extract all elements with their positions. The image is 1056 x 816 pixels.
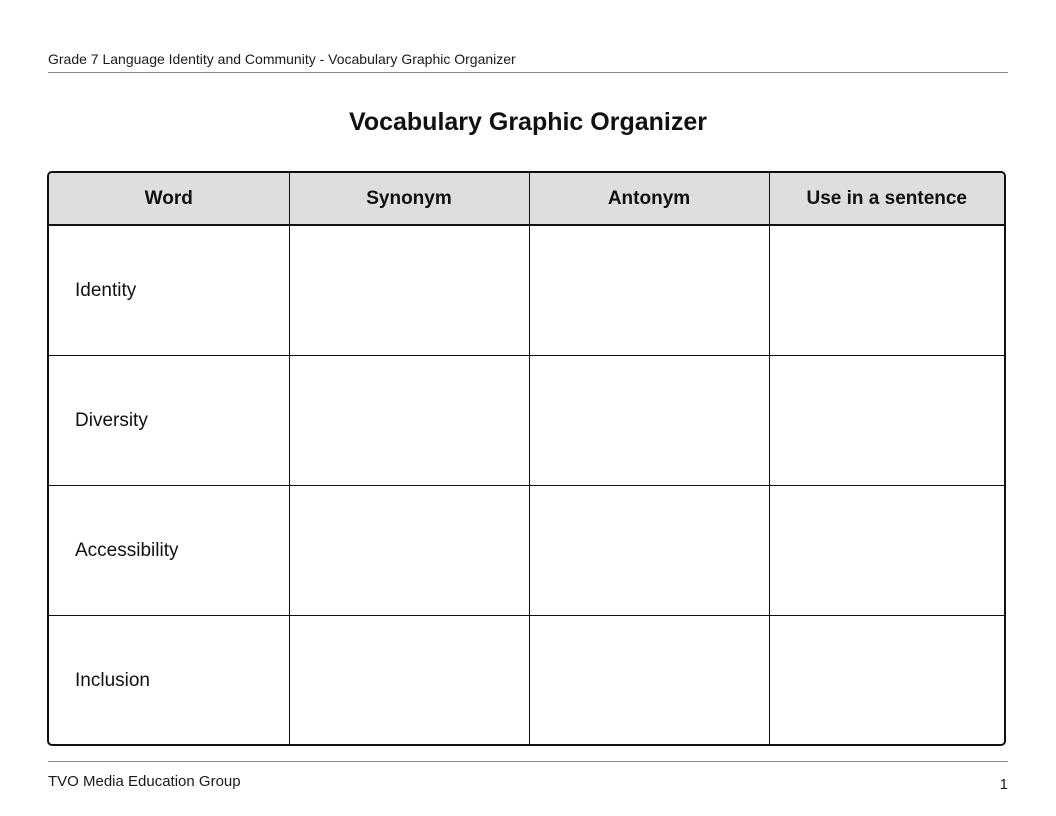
synonym-cell[interactable] [289,486,529,616]
synonym-cell[interactable] [289,225,529,356]
column-header-word: Word [49,173,289,225]
sentence-cell[interactable] [769,486,1004,616]
sentence-cell[interactable] [769,356,1004,486]
sentence-cell[interactable] [769,616,1004,746]
page-title: Vocabulary Graphic Organizer [349,108,707,136]
column-header-synonym: Synonym [289,173,529,225]
column-header-antonym: Antonym [529,173,769,225]
footer-divider [48,761,1008,762]
word-cell: Identity [75,279,137,301]
word-cell: Diversity [49,356,289,486]
column-header-sentence: Use in a sentence [769,173,1004,225]
table-row [49,356,1004,486]
antonym-cell[interactable] [529,356,769,486]
table-header-row [49,173,1004,225]
footer-publisher: TVO Media Education Group [48,773,241,790]
sentence-cell[interactable] [769,225,1004,356]
antonym-cell[interactable] [529,616,769,746]
word-cell: Accessibility [49,486,289,616]
running-header: Grade 7 Language Identity and Community - Vocabulary Graphic Organizer [48,51,516,67]
antonym-cell[interactable] [529,486,769,616]
table-row [49,616,1004,746]
page-number: 1 [999,776,1008,793]
table-row [49,486,1004,616]
synonym-cell[interactable] [289,356,529,486]
word-cell: Inclusion [49,616,289,746]
header-divider [48,72,1008,73]
antonym-cell[interactable] [529,225,769,356]
table-row [49,225,1004,356]
vocabulary-table [47,171,1006,746]
synonym-cell[interactable] [289,616,529,746]
